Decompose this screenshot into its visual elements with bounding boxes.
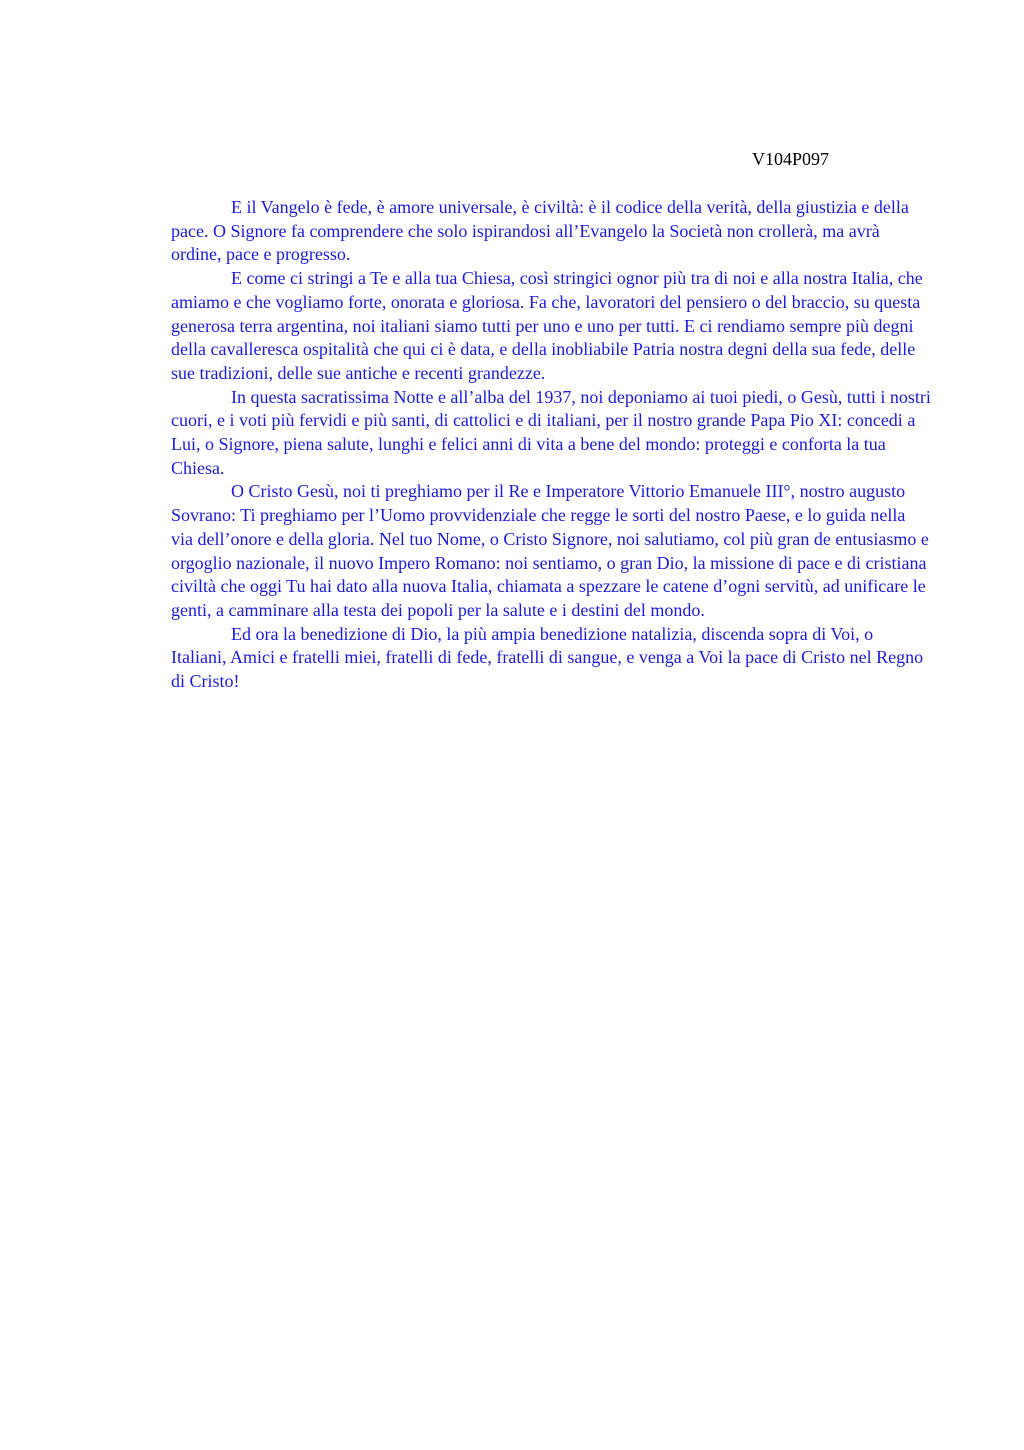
paragraph-2: E come ci stringi a Te e alla tua Chiesa, così stringici ognor più tra di noi e alla nostra Italia, che amiamo e che vogliamo forte, onorata e gloriosa. Fa che, lavoratori del pensiero o del braccio, su questa generosa terra argentina, noi italiani siamo tutti per uno e uno per tutti. E ci rendiamo sempre più degni della cavalleresca ospitalità che qui ci è data, e della inobliabile Patria nostra degni della sua fede, delle sue tradizioni, delle sue antiche e recenti grandezze. bbox=[171, 268, 923, 383]
body-text bbox=[171, 196, 931, 694]
page-code: V104P097 bbox=[752, 149, 830, 169]
paragraph-1: E il Vangelo è fede, è amore universale, è civiltà: è il codice della verità, della giustizia e della pace. O Signore fa comprendere che solo ispirandosi all’Evangelo la Società non crollerà, ma avrà ordine, pace e progresso. bbox=[171, 197, 909, 265]
paragraph-3: In questa sacratissima Notte e all’alba del 1937, noi deponiamo ai tuoi piedi, o Gesù, tutti i nostri cuori, e i voti più fervidi e più santi, di cattolici e di italiani, per il nostro grande Papa Pio XI: concedi a Lui, o Signore, piena salute, lunghi e felici anni di vita a bene del mondo: proteggi e conforta la tua Chiesa. bbox=[171, 386, 931, 478]
paragraph-4: O Cristo Gesù, noi ti preghiamo per il Re e Imperatore Vittorio Emanuele III°, nostro augusto Sovrano: Ti preghiamo per l’Uomo provvidenziale che regge le sorti del nostro Paese, e lo guida nella via dell’onore e della gloria. Nel tuo Nome, o Cristo Signore, noi salutiamo, col più gran de entusiasmo e orgoglio nazionale, il nuovo Impero Romano: noi sentiamo, o gran Dio, la missione di pace e di cristiana civiltà che oggi Tu hai dato alla nuova Italia, chiamata a spezzare le catene d’ogni servitù, ad unificare le genti, a camminare alla testa dei popoli per la salute e i destini del mondo. bbox=[171, 481, 929, 620]
paragraph-5: Ed ora la benedizione di Dio, la più ampia benedizione natalizia, discenda sopra di Voi, o Italiani, Amici e fratelli miei, fratelli di fede, fratelli di sangue, e venga a Voi la pace di Cristo nel Regno di Cristo! bbox=[171, 623, 924, 692]
